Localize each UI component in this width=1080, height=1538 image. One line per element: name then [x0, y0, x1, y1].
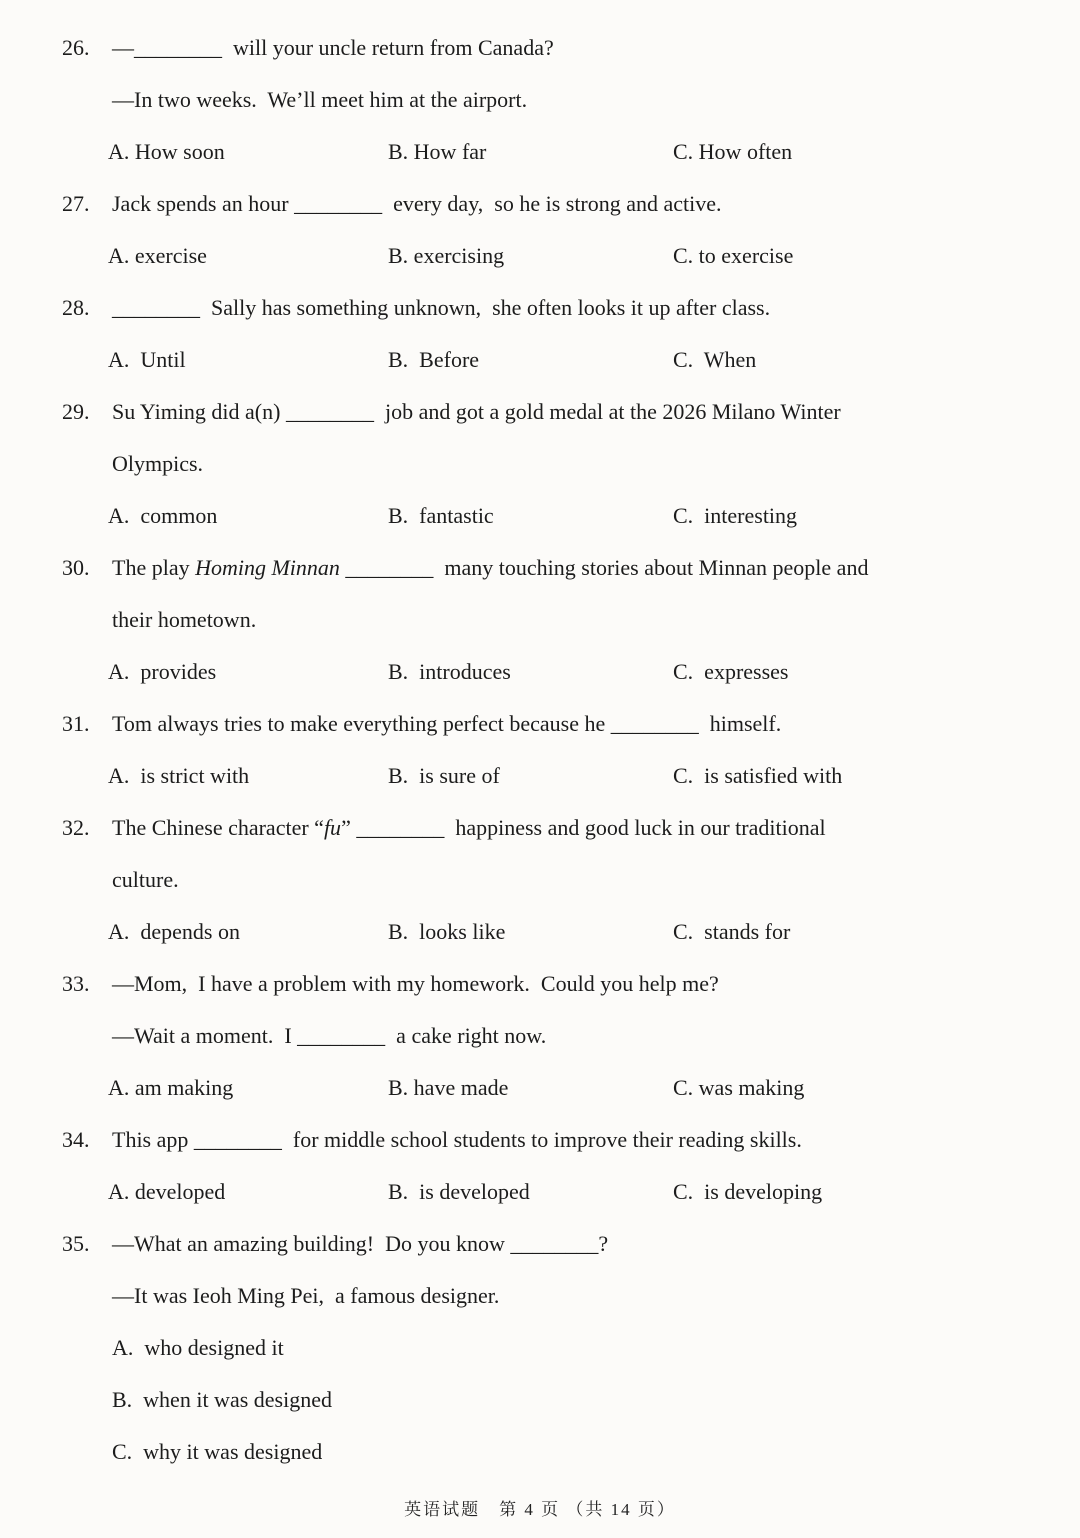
question-continuation-line — [0, 854, 1080, 906]
question-first-line — [0, 1114, 1080, 1166]
option-item: A. How soon — [108, 139, 225, 164]
text-segment: Jack spends an hour ________ every day, so he is strong and active. — [112, 191, 722, 216]
question-block — [0, 22, 1080, 178]
option-item: C. was making — [673, 1075, 805, 1100]
question-first-line — [0, 698, 1080, 750]
question-first-line — [0, 386, 1080, 438]
question-lines — [0, 802, 1080, 906]
option-item: B. exercising — [388, 243, 505, 268]
option-item: C. When — [673, 347, 757, 372]
question-block — [0, 958, 1080, 1114]
question-number: 34. — [62, 1127, 90, 1152]
question-block — [0, 1114, 1080, 1218]
question-number: 26. — [62, 35, 90, 60]
question-first-line — [0, 22, 1080, 74]
option-item: A. exercise — [108, 243, 207, 268]
question-options — [0, 750, 1080, 802]
option-item: C. is satisfied with — [673, 763, 843, 788]
option-item: A. developed — [108, 1179, 226, 1204]
option-item: A. Until — [108, 347, 186, 372]
question-lines — [0, 386, 1080, 490]
option-item: C. interesting — [673, 503, 798, 528]
option-item: B. How far — [388, 139, 487, 164]
option-item: C. How often — [673, 139, 793, 164]
option-item: C. why it was designed — [112, 1439, 323, 1464]
question-number: 35. — [62, 1231, 90, 1256]
question-block — [0, 386, 1080, 542]
question-number: 28. — [62, 295, 90, 320]
text-segment: —In two weeks. We’ll meet him at the airport. — [112, 87, 528, 112]
question-first-line — [0, 282, 1080, 334]
text-segment: their hometown. — [112, 607, 257, 632]
question-options — [0, 490, 1080, 542]
question-first-line — [0, 178, 1080, 230]
question-continuation-line — [0, 1270, 1080, 1322]
question-lines — [0, 1114, 1080, 1166]
text-segment: ” ________ happiness and good luck in our traditional — [341, 815, 826, 840]
text-segment: Tom always tries to make everything perfect because he ________ himself. — [112, 711, 782, 736]
text-segment: ________ many touching stories about Minnan people and — [339, 555, 869, 580]
option-item: B. have made — [388, 1075, 509, 1100]
option-item: C. to exercise — [673, 243, 794, 268]
option-item: A. common — [108, 503, 218, 528]
text-segment: Su Yiming did a(n) ________ job and got a gold medal at the 2026 Milano Winter — [112, 399, 841, 424]
option-item: A. who designed it — [112, 1335, 284, 1360]
text-segment: —Mom, I have a problem with my homework. Could you help me? — [112, 971, 719, 996]
text-segment: —It was Ieoh Ming Pei, a famous designer. — [112, 1283, 500, 1308]
question-first-line — [0, 802, 1080, 854]
question-options — [0, 230, 1080, 282]
question-number: 27. — [62, 191, 90, 216]
option-item: B. looks like — [388, 919, 506, 944]
question-lines — [0, 698, 1080, 750]
page-footer: 英语试题 第 4 页 （共 14 页） — [404, 1500, 676, 1519]
italic-text-segment: Homing Minnan — [195, 555, 340, 580]
question-options — [0, 646, 1080, 698]
option-item: A. is strict with — [108, 763, 250, 788]
question-number: 29. — [62, 399, 90, 424]
question-options — [0, 1166, 1080, 1218]
question-number: 30. — [62, 555, 90, 580]
option-item: C. stands for — [673, 919, 791, 944]
question-continuation-line — [0, 1010, 1080, 1062]
option-item: B. Before — [388, 347, 480, 372]
text-segment: —________ will your uncle return from Canada? — [112, 35, 554, 60]
option-item: B. is sure of — [388, 763, 500, 788]
question-options — [0, 126, 1080, 178]
text-segment: The Chinese character “ — [112, 815, 324, 840]
option-item: C. is developing — [673, 1179, 823, 1204]
text-segment: culture. — [112, 867, 179, 892]
question-block — [0, 282, 1080, 386]
italic-text-segment: fu — [323, 815, 342, 840]
text-segment: The play — [112, 555, 196, 580]
question-block — [0, 178, 1080, 282]
question-number: 31. — [62, 711, 90, 736]
question-number: 33. — [62, 971, 90, 996]
question-lines — [0, 178, 1080, 230]
question-first-line — [0, 958, 1080, 1010]
option-item: A. am making — [108, 1075, 234, 1100]
question-options — [0, 334, 1080, 386]
question-block — [0, 698, 1080, 802]
question-block — [0, 542, 1080, 698]
text-segment: —Wait a moment. I ________ a cake right now. — [112, 1023, 547, 1048]
question-lines — [0, 542, 1080, 646]
question-lines — [0, 958, 1080, 1062]
option-item: B. fantastic — [388, 503, 494, 528]
text-segment: Olympics. — [112, 451, 204, 476]
text-segment: —What an amazing building! Do you know ________? — [112, 1231, 609, 1256]
question-options — [0, 1322, 1080, 1478]
option-item: C. expresses — [673, 659, 789, 684]
question-block — [0, 1218, 1080, 1478]
option-item: B. is developed — [388, 1179, 530, 1204]
text-segment: This app ________ for middle school students to improve their reading skills. — [112, 1127, 802, 1152]
question-continuation-line — [0, 74, 1080, 126]
option-item: A. provides — [108, 659, 217, 684]
question-lines — [0, 1218, 1080, 1322]
question-number: 32. — [62, 815, 90, 840]
option-item: B. when it was designed — [112, 1387, 332, 1412]
question-first-line — [0, 1218, 1080, 1270]
option-item: B. introduces — [388, 659, 511, 684]
question-continuation-line — [0, 438, 1080, 490]
question-lines — [0, 22, 1080, 126]
question-block — [0, 802, 1080, 958]
option-item: A. depends on — [108, 919, 240, 944]
text-segment: ________ Sally has something unknown, she often looks it up after class. — [112, 295, 771, 320]
question-first-line — [0, 542, 1080, 594]
question-options — [0, 1062, 1080, 1114]
question-lines — [0, 282, 1080, 334]
question-continuation-line — [0, 594, 1080, 646]
question-options — [0, 906, 1080, 958]
